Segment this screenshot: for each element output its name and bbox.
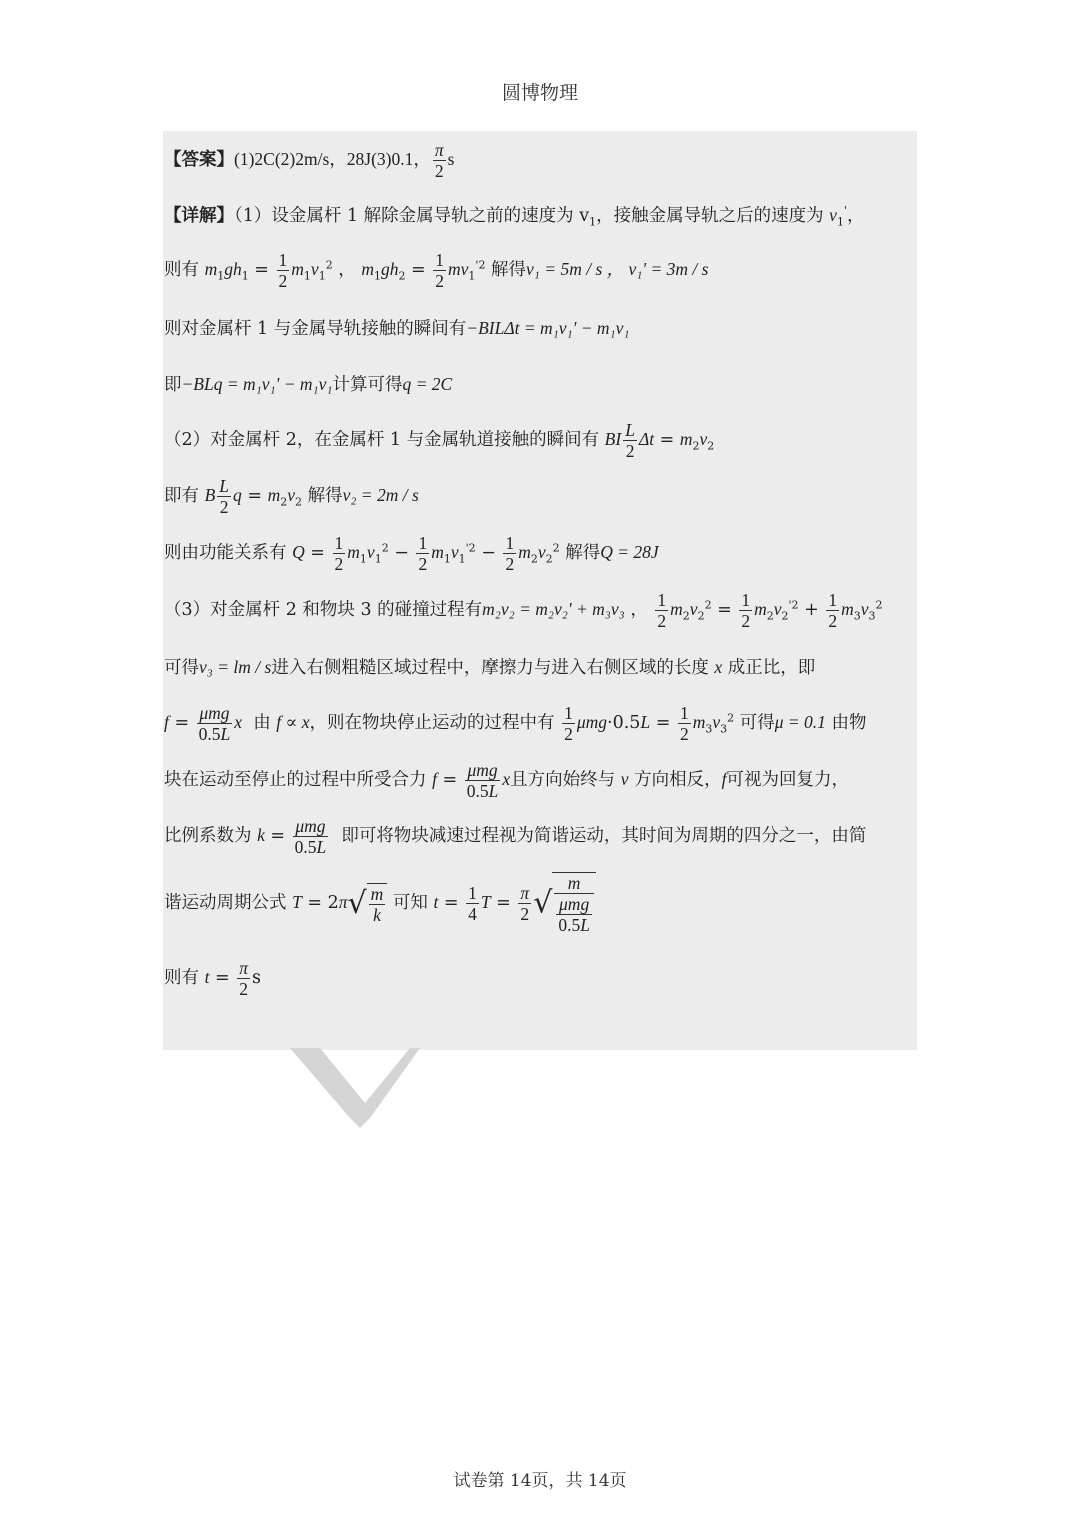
formula: Q = 28J [600,542,659,563]
formula: −BLq = m₁v₁' − m₁v₁ [181,374,333,394]
page-footer: 试卷第 14页，共 14页 [453,1471,627,1491]
fraction-num: π [434,140,444,160]
detail-text: 即有 [164,486,199,507]
detail-text: 解得 [491,260,527,281]
fraction-den: 2 [434,161,444,182]
formula: m₂v₂ = m₂v₂' + m₃v₃ [482,599,625,620]
page-header: 圆博物理 [501,82,578,104]
formula: μ = 0.1 [774,712,826,733]
detail-line-14: 则有 t = $\frac{\pi}{2}$ s [164,958,262,1000]
detail-text: 可视为回复力， [726,770,849,791]
detail-text: 由 [253,713,271,734]
detail-line-3 [164,318,629,340]
detail-line-5: （2）对金属杆 2，在金属杆 1 与金属轨道接触的瞬间有 BI $\frac{L}{2}$ $\Delta t = m_2v_2$ [164,420,715,462]
answer-text: (1)2C(2)2m/s，28J(3)0.1， [234,149,431,170]
answer-line [164,140,454,181]
detail-text: ， [846,205,865,226]
detail-text: 比例系数为 [164,826,252,847]
detail-text: 谐运动周期公式 [164,893,287,914]
detail-text: （3）对金属杆 2 和物块 3 的碰撞过程有 [164,600,483,621]
formula: v₃ = lm / s [199,657,272,677]
formula: f [721,769,727,790]
detail-text: 可知 [392,893,428,914]
detail-text: 且方向始终与 [510,770,616,791]
detail-line-1: 【详解】（1）设金属杆 1 解除金属导轨之前的速度为 $v_1$，接触金属导轨之后的速度为 $v_1'$， [164,204,865,229]
detail-line-11: 块在运动至停止的过程中所受合力 f = $\frac{\text{μmg}}{0.5L}$ x且方向始终与 v 方向相反，f可视为回复力， [164,760,849,802]
detail-text: 成正比，即 [727,658,816,678]
detail-text: 则有 [164,260,199,281]
detail-text: 则有 [164,968,199,989]
formula: q = 2C [402,374,453,394]
detail-text: 解得 [565,543,601,564]
detail-line-2: 则有 $m_1gh_1$ = $\frac{1}{2}$ $m_1v_1^2$ ， $m_1gh_2$ = $\frac{1}{2}$ $mv_1^{'2}$ 解得v₁ = 5m / s ， v₁' = 3m / s [164,250,709,292]
detail-text: 则由功能关系有 [164,543,287,564]
detail-line-4 [164,374,452,396]
answer-fraction [433,140,446,181]
formula: v [620,769,629,790]
detail-line-8: （3）对金属杆 2 和物块 3 的碰撞过程有m₂v₂ = m₂v₂' + m₃v₃ ， $\frac{1}{2}$ $m_2v_2^2$ = $\frac{1}{2}$ $m_2v_2^{'2}$ + $\frac{1}{2}$ $m_3v_3^2$ [164,590,883,632]
detail-text: 则对金属杆 1 与金属导轨接触的瞬间有 [164,319,467,339]
formula: v₂ = 2m / s [342,485,419,506]
detail-line-12: 比例系数为 k = $\frac{\text{μmg}}{0.5L}$ 即可将物块减速过程视为简谐运动，其时间为周期的四分之一，由简 [164,816,867,858]
formula: f ∝ x [276,712,310,733]
detail-text: ，接触金属导轨之后的速度为 [596,205,824,226]
detail-text: 块在运动至停止的过程中所受合力 [164,770,427,791]
detail-line-6: 即有 B $\frac{L}{2}$ $q = m_2v_2$ 解得v₂ = 2m / s [164,476,419,518]
detail-label: 【详解】 [164,205,234,226]
formula: x [714,657,723,677]
detail-text: （1）设金属杆 1 解除金属导轨之前的速度为 v [234,205,590,226]
answer-label: 【答案】 [164,150,234,171]
detail-text: （2）对金属杆 2，在金属杆 1 与金属轨道接触的瞬间有 [164,430,600,451]
formula: v₁ = 5m / s ， v₁' = 3m / s [526,259,709,280]
detail-text: 即 [164,375,182,395]
watermark-logo [280,1048,420,1128]
detail-text: 可得 [164,658,199,678]
detail-line-7: 则由功能关系有 Q = $\frac{1}{2}$ $m_1v_1^2$ − $\frac{1}{2}$ $m_1v_1^{'2}$ − $\frac{1}{2}$ $m_2v_2^2$ 解得Q = 28J [164,533,659,575]
detail-text: 可得 [739,713,775,734]
detail-line-10: f = $\frac{\text{μmg}}{0.5L}$ x 由 f ∝ x，则在物块停止运动的过程中有 $\frac{1}{2}$ μmg·0.5L = $\frac{1}{2}$ $m_3v_3^2$ 可得μ = 0.1 由物 [164,703,867,745]
detail-line-13: 谐运动周期公式 T = 2π√ $\frac{m}{k}$ 可知 t = $\frac{1}{4}$ T = $\frac{\pi}{2}$ √ $\frac{m}{\frac{\text{μmg}}{0.5L}}$ [164,872,596,935]
formula: −BILΔt = m₁v₁' − m₁v₁ [466,318,630,338]
detail-text: 方向相反， [634,770,722,791]
detail-text: 即可将物块减速过程视为简谐运动，其时间为周期的四分之一，由简 [341,826,867,847]
detail-text: 由物 [831,713,867,734]
answer-unit: s [447,149,455,170]
detail-text: 进入右侧粗糙区域过程中，摩擦力与进入右侧区域的长度 [271,658,709,678]
detail-line-9 [164,657,815,679]
detail-text: 解得 [307,486,343,507]
detail-text: 计算可得 [332,375,403,395]
detail-text: ，则在物块停止运动的过程中有 [309,713,555,734]
